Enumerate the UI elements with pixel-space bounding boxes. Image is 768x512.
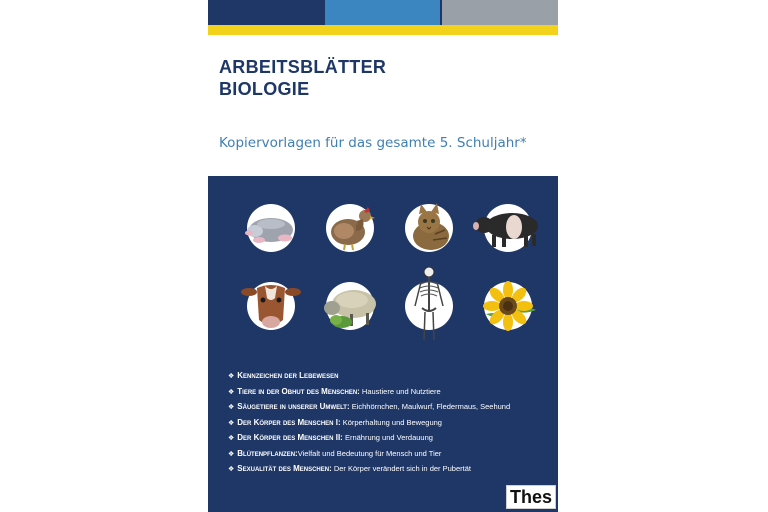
topic-item: ❖ Der Körper des Menschen I: Körperhaltung und Bewegung — [228, 417, 442, 427]
bullet-icon: ❖ — [228, 373, 235, 380]
topic-item: ❖ Säugetiere in unserer Umwelt: Eichhörnchen, Maulwurf, Fledermaus, Seehund — [228, 402, 511, 411]
topics-list — [228, 368, 510, 477]
title-line-2: BIOLOGIE — [219, 79, 310, 99]
cat-image — [405, 204, 453, 252]
topic-item: ❖ Blütenpflanzen:Vielfalt und Bedeutung für Mensch und Tier — [228, 448, 442, 458]
book-title — [219, 56, 386, 100]
bullet-icon: ❖ — [228, 450, 235, 458]
publisher-logo: Thes — [506, 485, 556, 509]
bullet-icon: ❖ — [228, 388, 235, 396]
topic-item: ❖ Tiere in der Obhut des Menschen: Haustiere und Nutztiere — [228, 386, 441, 396]
sheep-image — [326, 282, 374, 330]
book-subtitle: Kopiervorlagen für das gesamte 5. Schuljahr* — [219, 135, 527, 151]
title-panel — [208, 35, 558, 176]
sunflower-image — [484, 282, 532, 330]
topic-item: ❖ Kennzeichen der Lebewesen — [228, 371, 339, 380]
bullet-icon: ❖ — [228, 404, 235, 411]
topic-item: ❖ Der Körper des Menschen II: Ernährung und Verdauung — [228, 433, 433, 442]
chicken-image — [326, 204, 374, 252]
top-stripe-blue — [325, 0, 440, 25]
bullet-icon: ❖ — [228, 419, 235, 427]
top-stripe-navy — [208, 0, 323, 25]
title-line-1: ARBEITSBLÄTTER — [219, 57, 387, 77]
skeleton-image — [405, 282, 453, 330]
top-stripe-grey — [442, 0, 558, 25]
mole-image — [247, 204, 295, 252]
yellow-stripe — [208, 25, 558, 35]
bullet-icon: ❖ — [228, 435, 235, 442]
pig-image — [484, 204, 532, 252]
book-cover — [208, 0, 558, 512]
bullet-icon: ❖ — [228, 466, 235, 473]
cow-image — [247, 282, 295, 330]
topic-item: ❖ Sexualität des Menschen: Der Körper verändert sich in der Pubertät — [228, 464, 471, 473]
